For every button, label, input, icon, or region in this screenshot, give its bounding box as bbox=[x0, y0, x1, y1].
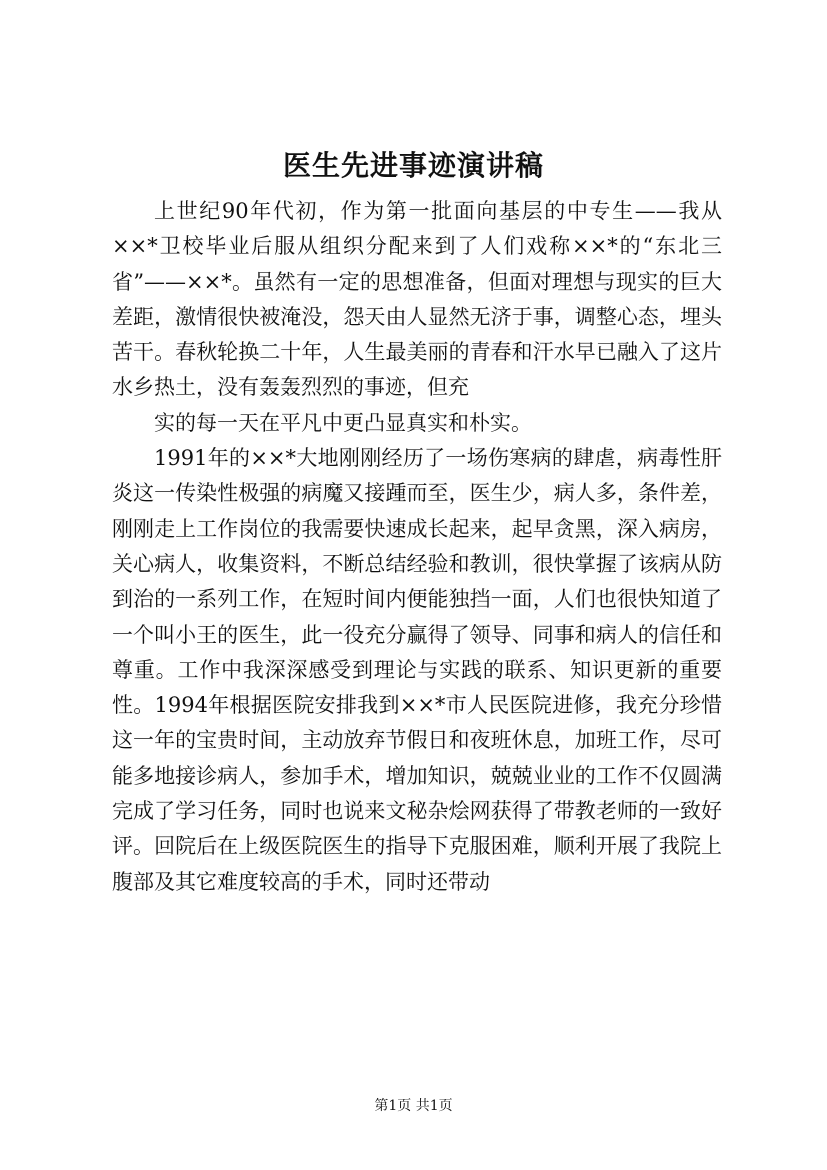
paragraph-3: 1991年的××*大地刚刚经历了一场伤寒病的肆虐，病毒性肝炎这一传染性极强的病魔又接踵而至，医生少，病人多，条件差，刚刚走上工作岗位的我需要快速成长起来，起早贪黑，深入病房，关心病人，收集资料，不断总结经验和教训，很快掌握了该病从防到治的一系列工作，在短时间内便能独挡一面，人们也很快知道了一个叫小王的医生，此一役充分赢得了领导、同事和病人的信任和尊重。工作中我深深感受到理论与实践的联系、知识更新的重要性。1994年根据医院安排我到××*市人民医院进修，我充分珍惜这一年的宝贵时间，主动放弃节假日和夜班休息，加班工作，尽可能多地接诊病人，参加手术，增加知识，兢兢业业的工作不仅圆满完成了学习任务，同时也说来文秘杂烩网获得了带教老师的一致好评。回院后在上级医院医生的指导下克服困难，顺利开展了我院上腹部及其它难度较高的手术，同时还带动 bbox=[112, 446, 722, 894]
paragraph-2: 实的每一天在平凡中更凸显真实和朴实。 bbox=[154, 410, 532, 435]
page-footer: 第1页 共1页 bbox=[374, 1098, 453, 1114]
paragraph-1: 上世纪90年代初，作为第一批面向基层的中专生——我从××*卫校毕业后服从组织分配来到了人们戏称××*的“东北三省”——××*。虽然有一定的思想准备，但面对理想与现实的巨大差距，激情很快被淹没，怨天由人显然无济于事，调整心态，埋头苦干。春秋轮换二十年，人生最美丽的青春和汗水早已融入了这片水乡热土，没有轰轰烈烈的事迹，但充 bbox=[112, 199, 722, 400]
document-title: 医生先进事迹演讲稿 bbox=[282, 149, 544, 182]
document-body bbox=[112, 194, 722, 900]
